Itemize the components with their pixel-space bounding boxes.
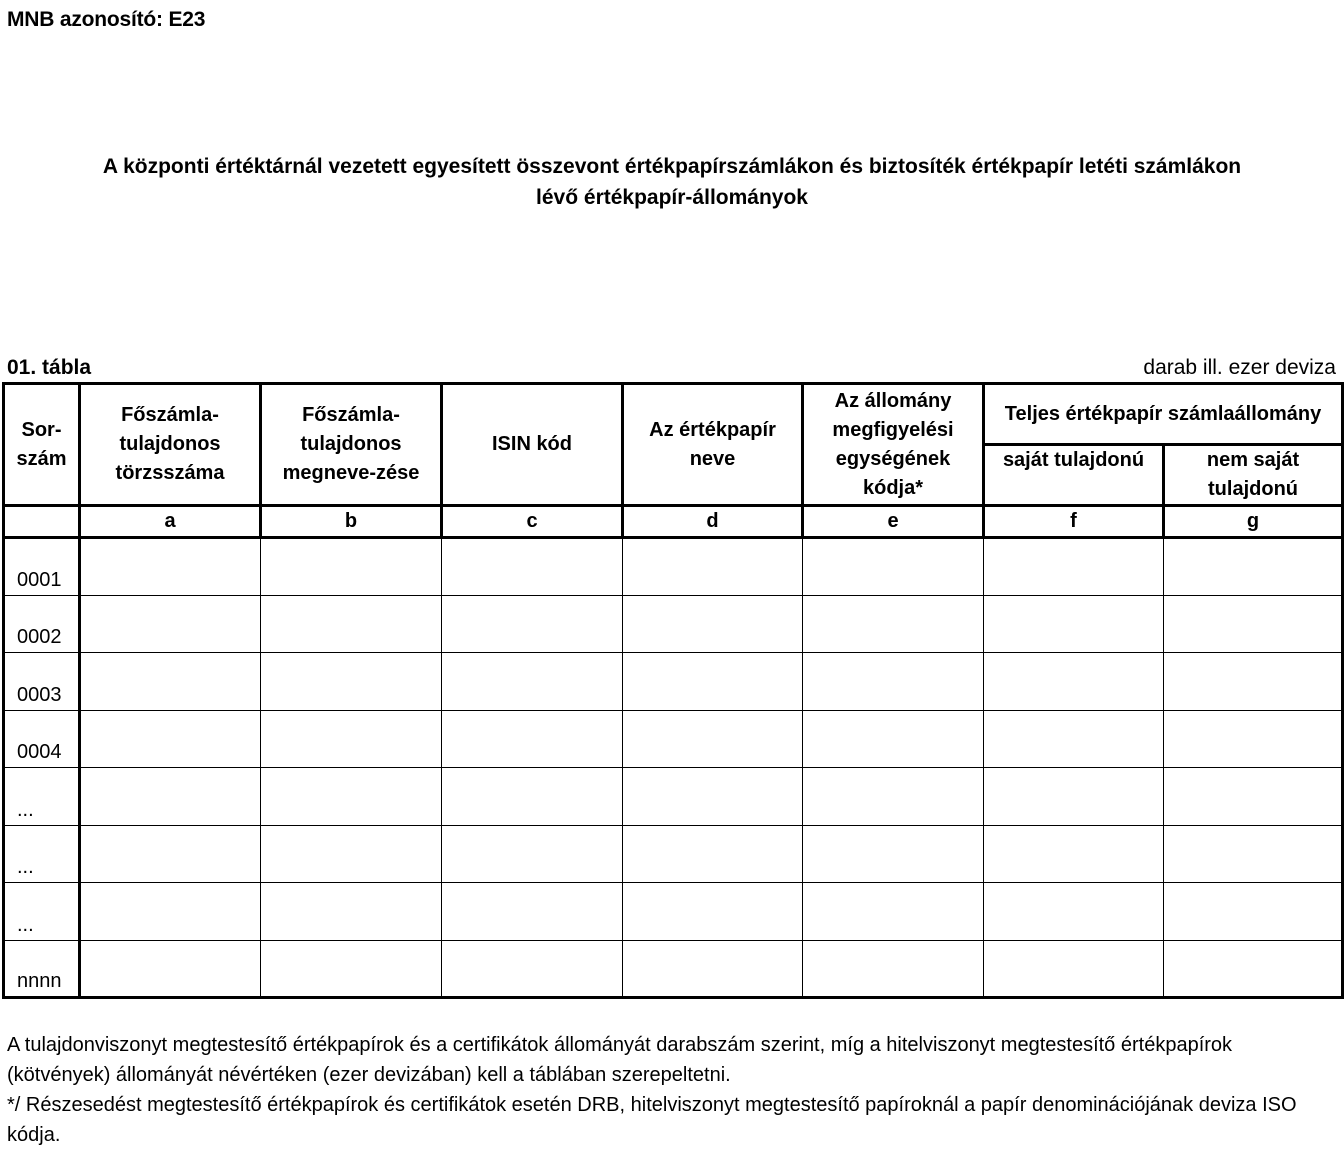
data-cell-b[interactable]	[261, 825, 442, 883]
data-cell-g[interactable]	[1164, 825, 1343, 883]
header-f: saját tulajdonú	[984, 445, 1164, 506]
table-row	[4, 768, 1343, 826]
row-number: 0004	[4, 710, 80, 768]
letter-g: g	[1164, 506, 1343, 538]
table-row	[4, 883, 1343, 941]
letter-e: e	[803, 506, 984, 538]
unit-note: darab ill. ezer deviza	[1143, 356, 1336, 379]
data-cell-e[interactable]	[803, 768, 984, 826]
data-cell-b[interactable]	[261, 538, 442, 596]
data-cell-c[interactable]	[442, 710, 623, 768]
table-row	[4, 595, 1343, 653]
row-number: 0002	[4, 595, 80, 653]
data-table	[2, 382, 1344, 999]
data-cell-e[interactable]	[803, 710, 984, 768]
footer-note-2: */ Részesedést megtestesítő értékpapírok és certifikátok esetén DRB, hitelviszonyt megtestesítő papíroknál a papír denominációjának deviza ISO kódja.	[7, 1094, 1297, 1146]
table-row	[4, 653, 1343, 711]
header-b: Főszámla-tulajdonos megneve-zése	[261, 384, 442, 506]
row-number: ...	[4, 825, 80, 883]
document-title	[0, 151, 1344, 213]
title-line-2: lévő értékpapír-állományok	[536, 186, 808, 209]
table-row	[4, 825, 1343, 883]
data-cell-f[interactable]	[984, 825, 1164, 883]
data-cell-d[interactable]	[623, 940, 803, 998]
data-cell-a[interactable]	[80, 710, 261, 768]
row-number: 0001	[4, 538, 80, 596]
data-cell-f[interactable]	[984, 883, 1164, 941]
row-number: ...	[4, 768, 80, 826]
letter-a: a	[80, 506, 261, 538]
row-number: ...	[4, 883, 80, 941]
data-cell-a[interactable]	[80, 595, 261, 653]
data-cell-b[interactable]	[261, 940, 442, 998]
table-row	[4, 940, 1343, 998]
header-a: Főszámla-tulajdonos törzsszáma	[80, 384, 261, 506]
data-cell-c[interactable]	[442, 538, 623, 596]
header-e: Az állomány megfigyelési egységének kódja*	[803, 384, 984, 506]
data-cell-g[interactable]	[1164, 710, 1343, 768]
data-cell-a[interactable]	[80, 940, 261, 998]
data-cell-f[interactable]	[984, 768, 1164, 826]
data-cell-a[interactable]	[80, 883, 261, 941]
data-cell-a[interactable]	[80, 768, 261, 826]
letter-blank	[4, 506, 80, 538]
form-id: MNB azonosító: E23	[7, 8, 206, 31]
data-cell-g[interactable]	[1164, 883, 1343, 941]
table-label: 01. tábla	[7, 356, 92, 379]
header-c: ISIN kód	[442, 384, 623, 506]
data-cell-b[interactable]	[261, 595, 442, 653]
data-cell-d[interactable]	[623, 768, 803, 826]
data-cell-a[interactable]	[80, 653, 261, 711]
data-cell-c[interactable]	[442, 768, 623, 826]
letter-f: f	[984, 506, 1164, 538]
header-g: nem saját tulajdonú	[1164, 445, 1343, 506]
header-sorszam: Sor-szám	[4, 384, 80, 506]
data-cell-b[interactable]	[261, 710, 442, 768]
data-cell-d[interactable]	[623, 538, 803, 596]
table-row	[4, 710, 1343, 768]
data-cell-d[interactable]	[623, 825, 803, 883]
header-d: Az értékpapír neve	[623, 384, 803, 506]
data-cell-e[interactable]	[803, 883, 984, 941]
letter-d: d	[623, 506, 803, 538]
data-cell-b[interactable]	[261, 883, 442, 941]
data-cell-d[interactable]	[623, 653, 803, 711]
data-cell-f[interactable]	[984, 538, 1164, 596]
data-cell-b[interactable]	[261, 768, 442, 826]
data-cell-c[interactable]	[442, 825, 623, 883]
data-cell-e[interactable]	[803, 825, 984, 883]
data-cell-c[interactable]	[442, 653, 623, 711]
data-cell-f[interactable]	[984, 595, 1164, 653]
letter-c: c	[442, 506, 623, 538]
data-cell-f[interactable]	[984, 653, 1164, 711]
data-cell-g[interactable]	[1164, 940, 1343, 998]
data-cell-e[interactable]	[803, 653, 984, 711]
header-fg-group: Teljes értékpapír számlaállomány	[984, 384, 1343, 445]
data-cell-e[interactable]	[803, 940, 984, 998]
title-line-1: A központi értéktárnál vezetett egyesített összevont értékpapírszámlákon és biztosíték értékpapír letéti számlákon	[102, 155, 1242, 178]
data-cell-d[interactable]	[623, 883, 803, 941]
data-cell-c[interactable]	[442, 883, 623, 941]
data-cell-d[interactable]	[623, 595, 803, 653]
data-cell-d[interactable]	[623, 710, 803, 768]
footer-notes	[7, 1030, 1337, 1150]
data-cell-f[interactable]	[984, 710, 1164, 768]
data-cell-c[interactable]	[442, 595, 623, 653]
table-row	[4, 538, 1343, 596]
letter-b: b	[261, 506, 442, 538]
data-cell-c[interactable]	[442, 940, 623, 998]
footer-note-1: A tulajdonviszonyt megtestesítő értékpapírok és a certifikátok állományát darabszám szerint, míg a hitelviszonyt megtestesítő értékpapírok (kötvények) állományát névértéken (ezer devizában) kell a táblában szerepeltetni.	[7, 1034, 1233, 1086]
row-number: nnnn	[4, 940, 80, 998]
data-cell-g[interactable]	[1164, 538, 1343, 596]
data-cell-f[interactable]	[984, 940, 1164, 998]
data-cell-g[interactable]	[1164, 768, 1343, 826]
data-cell-b[interactable]	[261, 653, 442, 711]
row-number: 0003	[4, 653, 80, 711]
data-cell-e[interactable]	[803, 538, 984, 596]
data-cell-a[interactable]	[80, 825, 261, 883]
data-cell-g[interactable]	[1164, 595, 1343, 653]
data-cell-a[interactable]	[80, 538, 261, 596]
data-cell-e[interactable]	[803, 595, 984, 653]
data-cell-g[interactable]	[1164, 653, 1343, 711]
